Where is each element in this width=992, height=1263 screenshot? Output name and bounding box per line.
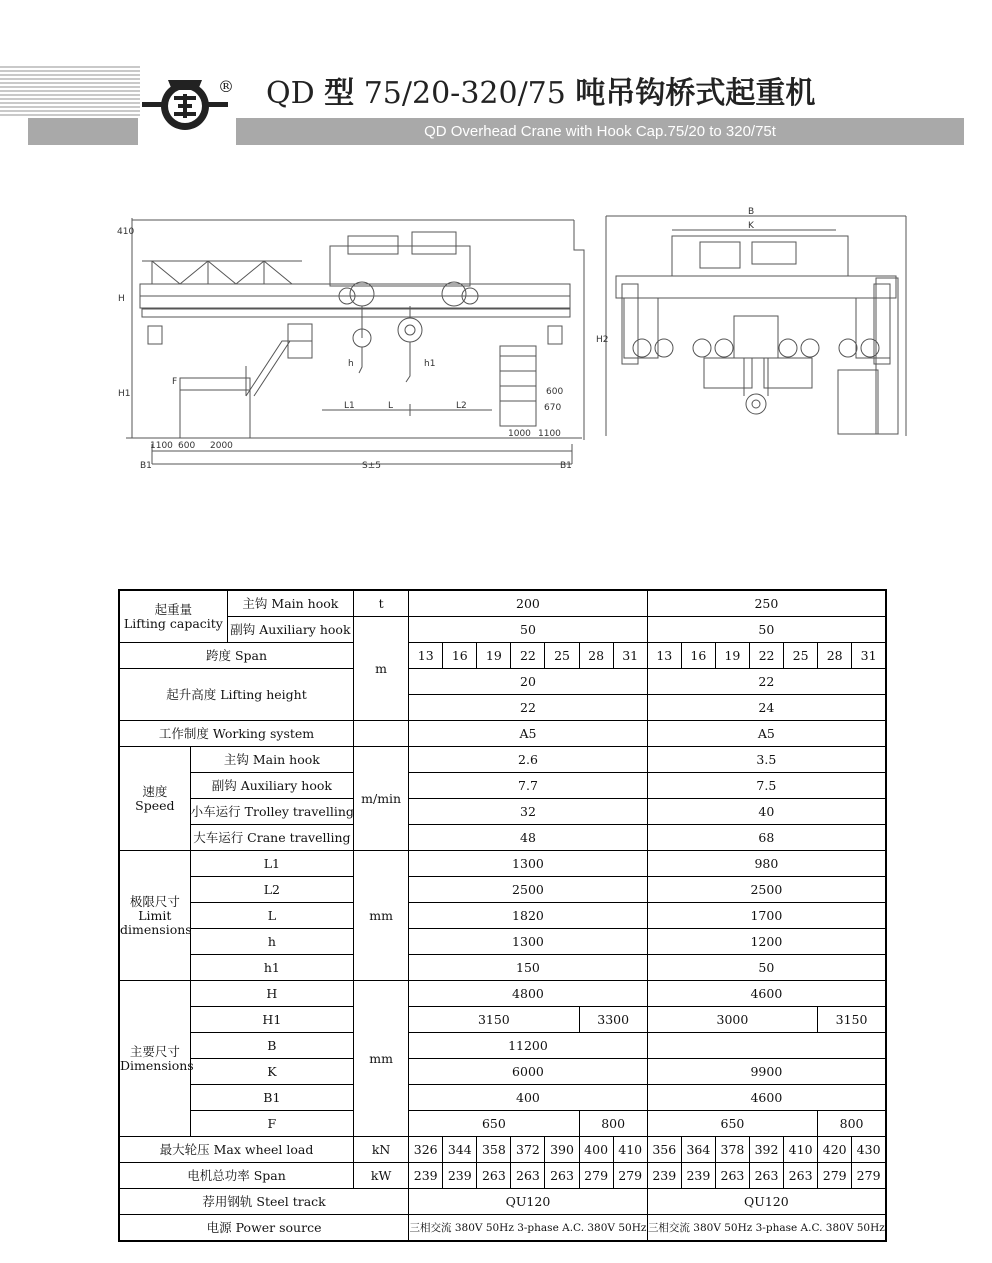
registered-mark: ® (218, 77, 234, 96)
wheel-load-value: 410 (613, 1137, 647, 1163)
dim-k-a: 6000 (409, 1059, 648, 1085)
dim-b1-right: B1 (560, 461, 572, 471)
dim-b1-a: 400 (409, 1085, 648, 1111)
aux-hook-label: 副钩 Auxiliary hook (227, 617, 353, 643)
dim-h1-a2: 3300 (579, 1007, 647, 1033)
aux-hook-capacity-b: 50 (647, 617, 886, 643)
limit-value-a: 1300 (409, 851, 648, 877)
table-row (119, 903, 886, 929)
table-row (119, 1189, 886, 1215)
side-elevation (606, 216, 906, 436)
unit-m-min: m/min (354, 747, 409, 851)
dim-span: S±5 (362, 461, 381, 471)
speed-row-label: 主钩 Main hook (190, 747, 353, 773)
table-row (119, 955, 886, 981)
limit-value-a: 2500 (409, 877, 648, 903)
limit-value-a: 1300 (409, 929, 648, 955)
power-value: 263 (477, 1163, 511, 1189)
span-value: 25 (545, 643, 579, 669)
main-hook-label: 主钩 Main hook (227, 590, 353, 617)
header-bar-left (28, 118, 138, 145)
power-value: 279 (852, 1163, 886, 1189)
wheel-load-value: 400 (579, 1137, 613, 1163)
power-value: 239 (647, 1163, 681, 1189)
dim-f-b2: 800 (818, 1111, 886, 1137)
company-logo (142, 72, 232, 136)
speed-value-a: 7.7 (409, 773, 648, 799)
dim-row-label: B (190, 1033, 353, 1059)
limit-en2: dimensions (120, 921, 192, 937)
wheel-load-label: 最大轮压 Max wheel load (119, 1137, 354, 1163)
dim-410: 410 (117, 227, 135, 237)
table-row (119, 747, 886, 773)
dim-h1-b1: 3000 (647, 1007, 817, 1033)
dim-670: 670 (544, 403, 562, 413)
steel-track-label: 荐用钢轨 Steel track (119, 1189, 409, 1215)
table-row (119, 981, 886, 1007)
dim-l: L (388, 401, 394, 411)
span-value: 13 (647, 643, 681, 669)
limit-en1: Limit (138, 907, 172, 923)
table-row (119, 1059, 886, 1085)
dimensions-en: Dimensions (120, 1057, 194, 1073)
table-row (119, 1111, 886, 1137)
wheel-load-value: 356 (647, 1137, 681, 1163)
unit-m: m (354, 617, 409, 721)
wheel-load-value: 390 (545, 1137, 579, 1163)
speed-value-b: 3.5 (647, 747, 886, 773)
power-value: 263 (545, 1163, 579, 1189)
limit-value-a: 150 (409, 955, 648, 981)
dim-h2: H2 (596, 335, 609, 345)
table-row (119, 1137, 886, 1163)
power-value: 239 (409, 1163, 443, 1189)
speed-row-label: 小车运行 Trolley travelling (190, 799, 353, 825)
working-system-a: A5 (409, 721, 648, 747)
dim-row-label: H1 (190, 1007, 353, 1033)
working-system-b: A5 (647, 721, 886, 747)
unit-empty (354, 721, 409, 747)
dim-k: K (748, 221, 754, 231)
working-system-label: 工作制度 Working system (119, 721, 354, 747)
dim-row-label: H (190, 981, 353, 1007)
power-value: 263 (715, 1163, 749, 1189)
dim-b: B (748, 207, 755, 217)
wheel-load-value: 430 (852, 1137, 886, 1163)
limit-value-a: 1820 (409, 903, 648, 929)
speed-row-label: 副钩 Auxiliary hook (190, 773, 353, 799)
power-value: 263 (511, 1163, 545, 1189)
title-range: 75/20-320/75 (354, 76, 576, 111)
limit-cn: 极限尺寸 (129, 893, 180, 909)
limit-row-label: L (190, 903, 353, 929)
span-value: 13 (409, 643, 443, 669)
table-row (119, 799, 886, 825)
limit-row-label: h (190, 929, 353, 955)
unit-t: t (354, 590, 409, 617)
header-subtitle: QD Overhead Crane with Hook Cap.75/20 to 320/75t (424, 123, 776, 140)
dim-f-a1: 650 (409, 1111, 579, 1137)
unit-mm: mm (354, 981, 409, 1137)
unit-kn: kN (354, 1137, 409, 1163)
dim-h: H (118, 294, 125, 304)
dim-h-b: 4600 (647, 981, 886, 1007)
span-value: 31 (613, 643, 647, 669)
span-value: 22 (749, 643, 783, 669)
spec-table (118, 589, 887, 1242)
power-source-label: 电源 Power source (119, 1215, 409, 1242)
dim-f-a2: 800 (579, 1111, 647, 1137)
limit-value-b: 2500 (647, 877, 886, 903)
speed-value-a: 48 (409, 825, 648, 851)
limit-value-b: 50 (647, 955, 886, 981)
dim-l1: L1 (344, 401, 355, 411)
power-value: 239 (681, 1163, 715, 1189)
main-hook-capacity-a: 200 (409, 590, 648, 617)
limit-row-label: L2 (190, 877, 353, 903)
lifting-height-b2: 24 (647, 695, 886, 721)
table-row (119, 1085, 886, 1111)
dim-row-label: B1 (190, 1085, 353, 1111)
dim-h-a: 4800 (409, 981, 648, 1007)
power-value: 263 (784, 1163, 818, 1189)
lifting-height-a2: 22 (409, 695, 648, 721)
front-elevation (126, 218, 584, 464)
limit-value-b: 980 (647, 851, 886, 877)
power-value: 263 (749, 1163, 783, 1189)
speed-label (119, 747, 190, 851)
speed-value-a: 2.6 (409, 747, 648, 773)
span-value: 28 (579, 643, 613, 669)
steel-track-a: QU120 (409, 1189, 648, 1215)
table-row (119, 643, 886, 669)
dim-600: 600 (178, 441, 196, 451)
wheel-load-value: 364 (681, 1137, 715, 1163)
span-value: 16 (443, 643, 477, 669)
unit-kw: kW (354, 1163, 409, 1189)
dim-1100: 1100 (150, 441, 173, 451)
table-row (119, 1007, 886, 1033)
table-row (119, 1215, 886, 1242)
span-label: 跨度 Span (119, 643, 354, 669)
speed-cn: 速度 (142, 783, 168, 799)
dim-b1-left: B1 (140, 461, 152, 471)
lifting-height-a1: 20 (409, 669, 648, 695)
wheel-load-value: 344 (443, 1137, 477, 1163)
power-value: 279 (613, 1163, 647, 1189)
table-row (119, 669, 886, 695)
table-row (119, 1163, 886, 1189)
dim-row-label: K (190, 1059, 353, 1085)
main-hook-capacity-b: 250 (647, 590, 886, 617)
dim-b-b (647, 1033, 886, 1059)
dim-f: F (172, 377, 178, 387)
dim-h1-a1: 3150 (409, 1007, 579, 1033)
table-row (119, 929, 886, 955)
title-cn: 吨吊钩桥式起重机 (575, 76, 816, 111)
dim-k-b: 9900 (647, 1059, 886, 1085)
wheel-load-value: 378 (715, 1137, 749, 1163)
wheel-load-value: 420 (818, 1137, 852, 1163)
speed-value-b: 40 (647, 799, 886, 825)
power-value: 239 (443, 1163, 477, 1189)
limit-dimensions-label (119, 851, 190, 981)
dim-1000: 1000 (508, 429, 531, 439)
speed-row-label: 大车运行 Crane travelling (190, 825, 353, 851)
span-value: 22 (511, 643, 545, 669)
power-value: 279 (579, 1163, 613, 1189)
power-label: 电机总功率 Span (119, 1163, 354, 1189)
lifting-capacity-cn: 起重量 (154, 601, 193, 617)
dim-b-a: 11200 (409, 1033, 648, 1059)
speed-en: Speed (135, 797, 175, 813)
span-value: 16 (681, 643, 715, 669)
wheel-load-value: 372 (511, 1137, 545, 1163)
wheel-load-value: 392 (749, 1137, 783, 1163)
table-row (119, 877, 886, 903)
wheel-load-value: 326 (409, 1137, 443, 1163)
unit-mm: mm (354, 851, 409, 981)
lifting-height-label: 起升高度 Lifting height (119, 669, 354, 721)
title-model: 型 (324, 76, 355, 111)
table-row (119, 825, 886, 851)
table-row (119, 773, 886, 799)
span-value: 25 (784, 643, 818, 669)
table-row (119, 1033, 886, 1059)
dimensions-cn: 主要尺寸 (129, 1043, 180, 1059)
power-source-a: 三相交流 380V 50Hz 3-phase A.C. 380V 50Hz (409, 1215, 648, 1242)
speed-value-a: 32 (409, 799, 648, 825)
dim-2000: 2000 (210, 441, 233, 451)
dim-l2: L2 (456, 401, 467, 411)
dim-b1-b: 4600 (647, 1085, 886, 1111)
dim-h1: H1 (118, 389, 131, 399)
span-value: 31 (852, 643, 886, 669)
dim-h1-small: h1 (424, 359, 436, 369)
dim-1100-right: 1100 (538, 429, 561, 439)
lifting-capacity-en: Lifting capacity (123, 615, 223, 631)
wheel-load-value: 410 (784, 1137, 818, 1163)
title-prefix: QD (266, 76, 325, 111)
dimensions-label (119, 981, 194, 1137)
limit-row-label: h1 (190, 955, 353, 981)
aux-hook-capacity-a: 50 (409, 617, 648, 643)
steel-track-b: QU120 (647, 1189, 886, 1215)
page-title (266, 74, 815, 114)
speed-value-b: 7.5 (647, 773, 886, 799)
span-value: 19 (477, 643, 511, 669)
dim-row-label: F (190, 1111, 353, 1137)
span-value: 19 (715, 643, 749, 669)
wheel-load-value: 358 (477, 1137, 511, 1163)
table-row (119, 590, 886, 617)
table-row (119, 721, 886, 747)
dim-f-b1: 650 (647, 1111, 817, 1137)
power-source-b: 三相交流 380V 50Hz 3-phase A.C. 380V 50Hz (647, 1215, 886, 1242)
speed-value-b: 68 (647, 825, 886, 851)
table-row (119, 851, 886, 877)
crane-drawing (112, 206, 912, 506)
lifting-height-b1: 22 (647, 669, 886, 695)
dim-h-small: h (348, 359, 354, 369)
power-value: 279 (818, 1163, 852, 1189)
dim-600-right: 600 (546, 387, 564, 397)
limit-row-label: L1 (190, 851, 353, 877)
lifting-capacity-label (119, 590, 227, 643)
table-row (119, 617, 886, 643)
span-value: 28 (818, 643, 852, 669)
limit-value-b: 1700 (647, 903, 886, 929)
limit-value-b: 1200 (647, 929, 886, 955)
dim-h1-b2: 3150 (818, 1007, 886, 1033)
